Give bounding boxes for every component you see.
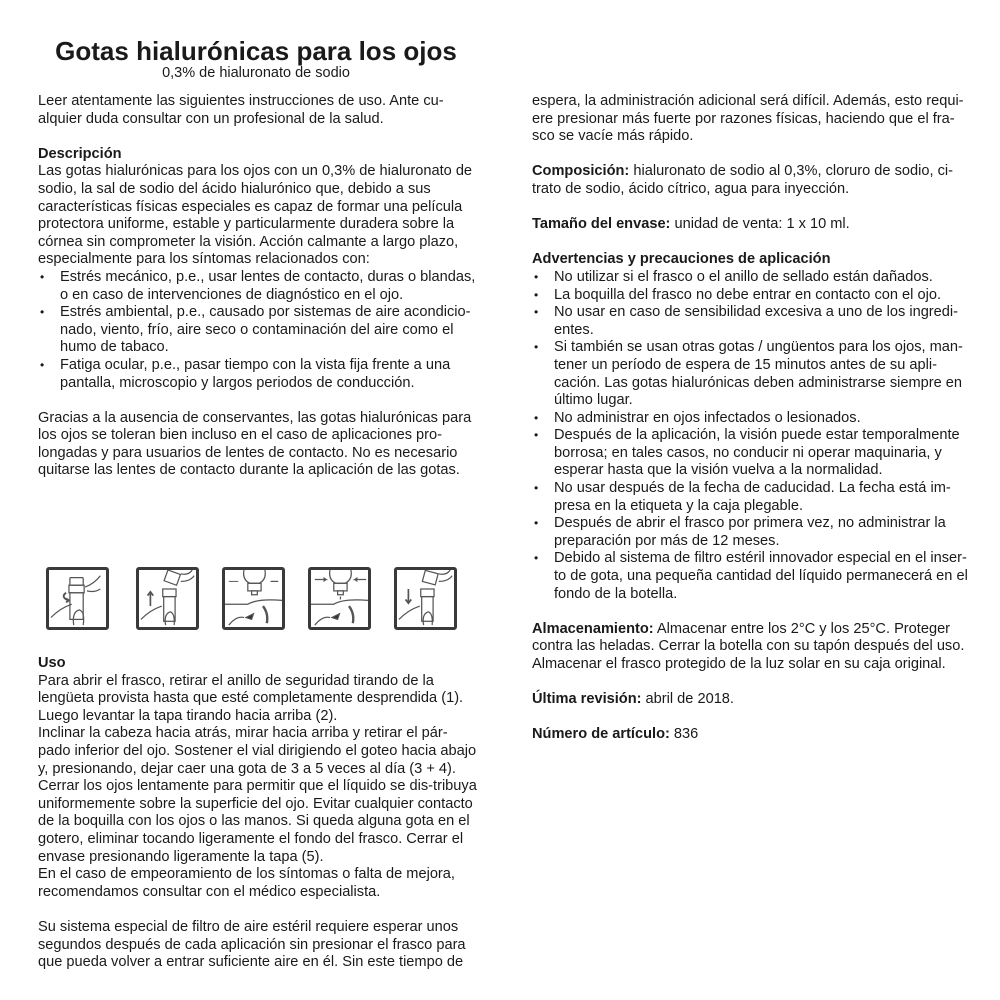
tamano-value: unidad de venta: 1 x 10 ml. [670, 216, 850, 233]
uso-paragraph: En el caso de empeoramiento de los síntomas o falta de mejora, recomendamos consultar con el médico especialista. [38, 866, 455, 900]
usage-pictograms [46, 567, 446, 631]
list-item: • No usar en caso de sensibilidad excesiva a uno de los ingredi-entes. [532, 304, 972, 339]
list-item: • Después de abrir el frasco por primera vez, no administrar la preparación por más de 12 meses. [532, 515, 972, 550]
page-subtitle: 0,3% de hialuronato de sodio [162, 65, 350, 81]
filtro-text-part2: espera, la administración adicional será difícil. Además, esto requi-ere presionar más fuerte por razones físicas, haciendo que el fra-sco se vacíe más rápido. [532, 93, 964, 145]
descripcion-list [38, 269, 478, 392]
list-item: • No usar después de la fecha de caducidad. La fecha está im-presa en la etiqueta y la caja plegable. [532, 480, 972, 515]
articulo-text [532, 726, 972, 744]
advertencias-heading: Advertencias y precauciones de aplicación [532, 251, 831, 268]
lift-cap-icon [136, 567, 199, 630]
list-item: • Debido al sistema de filtro estéril innovador especial en el inser-to de gota, una pequeña cantidad del líquido permanecerá en el fondo de la botella. [532, 550, 972, 603]
list-item: • Estrés mecánico, p.e., usar lentes de contacto, duras o blandas, o en caso de intervenciones de diagnóstico en el ojo. [38, 269, 478, 304]
revision-text [532, 691, 972, 709]
tamano-text [532, 216, 972, 234]
page-title: Gotas hialurónicas para los ojos [55, 36, 457, 66]
composicion-label: Composición: [532, 163, 630, 180]
almacenamiento-label: Almacenamiento: [532, 620, 654, 637]
advertencias-list [532, 269, 972, 603]
filtro-text-part1: Su sistema especial de filtro de aire estéril requiere esperar unos segundos después de cada aplicación sin presionar el frasco para que pueda volver a entrar suficiente aire en él. Sin este tiempo de [38, 918, 466, 971]
right-column [532, 93, 972, 744]
list-item: • Si también se usan otras gotas / ungüentos para los ojos, man-tener un período de espera de 15 minutos antes de su apli-cación. Las gotas hialurónicas deben administrarse siempre en último lugar. [532, 339, 972, 409]
almacenamiento-text [532, 621, 972, 674]
press-drop-icon [308, 567, 371, 630]
twist-off-ring-icon [46, 567, 109, 630]
intro-text: Leer atentamente las siguientes instrucciones de uso. Ante cu-alquier duda consultar con un profesional de la salud. [38, 93, 444, 127]
list-item: • Fatiga ocular, p.e., pasar tiempo con la vista fija frente a una pantalla, microscopio y largos periodos de conducción. [38, 357, 478, 392]
list-item: • Después de la aplicación, la visión puede estar temporalmente borrosa; en tales casos, no conducir ni operar maquinaria, y esperar hasta que la visión vuelva a la normalidad. [532, 427, 972, 480]
conservantes-text: Gracias a la ausencia de conservantes, las gotas hialurónicas para los ojos se toleran bien incluso en el caso de aplicaciones pro-longadas y para usuarios de lentes de contacto. No es necesario quitarse las lentes de contacto durante la aplicación de las gotas. [38, 409, 472, 479]
descripcion-heading: Descripción [38, 145, 122, 162]
list-item: • No utilizar si el frasco o el anillo de sellado están dañados. [532, 269, 972, 287]
left-column [38, 93, 478, 480]
list-item: • No administrar en ojos infectados o lesionados. [532, 410, 972, 428]
uso-section [38, 655, 478, 972]
uso-paragraph: Inclinar la cabeza hacia atrás, mirar hacia arriba y retirar el pár-pado inferior del ojo. Sostener el vial dirigiendo el goteo hacia abajo y, presionando, dejar caer una gota de 3 a 5 veces al día (3 + 4). Cerrar los ojos lentamente para permitir que el líquido se dis-tribuya uniformemente sobre la superficie del ojo. Evitar cualquier contacto de la boquilla con los ojos o las manos. Si queda alguna gota en el gotero, eliminar tocando ligeramente el fondo del frasco. Cerrar el envase presionando ligeramente la tapa (5). [38, 725, 477, 865]
tilt-head-drop-icon [222, 567, 285, 630]
tamano-label: Tamaño del envase: [532, 216, 671, 233]
close-cap-icon [394, 567, 457, 630]
descripcion-text: Las gotas hialurónicas para los ojos con un 0,3% de hialuronato de sodio, la sal de sodio del ácido hialurónico que, debido a sus características físicas especiales es capaz de formar una película protectora uniforme, estable y particularmente duradera sobre la córnea sin comprometer la visión. Acción calmante a largo plazo, especialmente para los síntomas relacionados con: [38, 163, 473, 268]
uso-paragraph: Para abrir el frasco, retirar el anillo de seguridad tirando de la lengüeta provista hasta que esté completamente desprendida (1). Luego levantar la tapa tirando hacia arriba (2). [38, 672, 464, 724]
almacenamiento-value: Almacenar entre los 2°C y los 25°C. Proteger contra las heladas. Cerrar la botella con su tapón después del uso. Almacenar el frasco protegido de la luz solar en su caja original. [532, 620, 965, 672]
articulo-value: 836 [669, 726, 699, 743]
revision-label: Última revisión: [532, 691, 642, 708]
revision-value: abril de 2018. [641, 691, 734, 708]
list-item: • La boquilla del frasco no debe entrar en contacto con el ojo. [532, 287, 972, 305]
uso-heading: Uso [38, 655, 66, 671]
articulo-label: Número de artículo: [532, 726, 670, 743]
composicion-text [532, 163, 972, 198]
composicion-value: hialuronato de sodio al 0,3%, cloruro de sodio, ci-trato de sodio, ácido cítrico, agua para inyección. [532, 163, 953, 197]
list-item: • Estrés ambiental, p.e., causado por sistemas de aire acondicio-nado, viento, frío, aire seco o contaminación del aire como el humo de tabaco. [38, 304, 478, 357]
